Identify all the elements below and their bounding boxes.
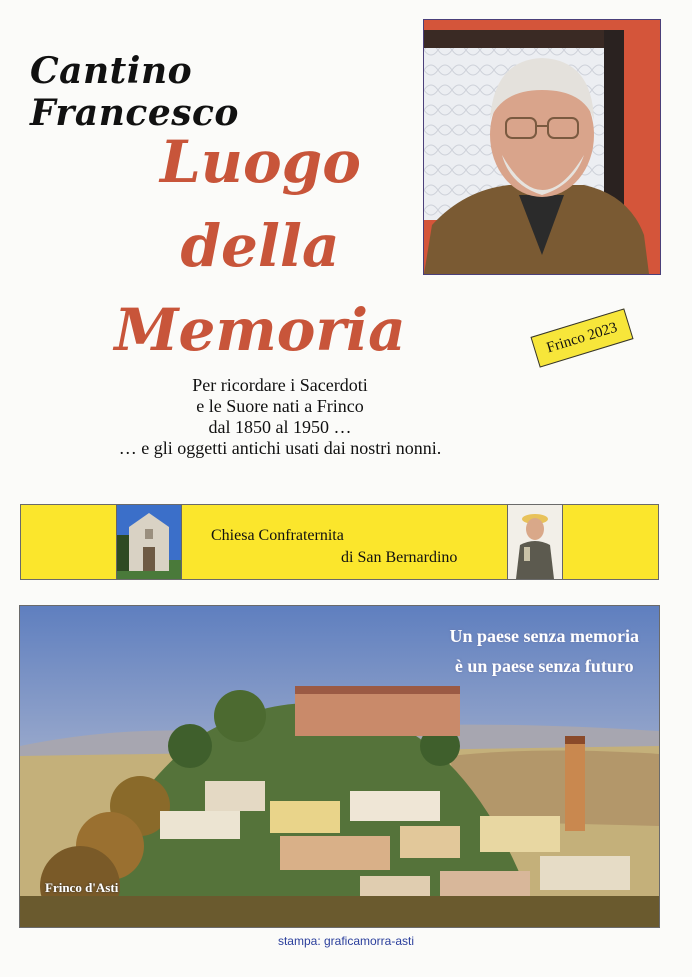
frinco-landscape-photo [19,605,660,928]
author-portrait [423,19,661,275]
print-credit: stampa: graficamorra-asti [277,934,415,948]
author-name: Cantino Francesco [30,50,239,134]
subtitle-line: … e gli oggetti antichi usati dai nostri nonni. [118,438,442,458]
church-band [20,504,659,580]
motto-line-1: Un paese senza memoria [449,626,639,646]
saint-image [507,505,563,579]
subtitle-line: e le Suore nati a Frinco [196,396,364,416]
title-line-2: della [180,212,340,280]
subtitle-block [60,375,500,459]
year-badge: Frinco 2023 [530,308,633,367]
motto [450,621,639,681]
church-photo [116,505,182,579]
place-label: Frinco d'Asti [45,880,119,895]
band-line-1: Chiesa Confraternita [211,527,344,544]
title-line-1: Luogo [160,128,361,196]
title-line-3: Memoria [114,296,406,364]
band-caption [211,525,491,569]
band-line-2: di San Bernardino [341,549,458,566]
subtitle-line: dal 1850 al 1950 … [208,417,352,437]
subtitle-line: Per ricordare i Sacerdoti [192,375,368,395]
motto-line-2: è un paese senza futuro [454,656,634,676]
